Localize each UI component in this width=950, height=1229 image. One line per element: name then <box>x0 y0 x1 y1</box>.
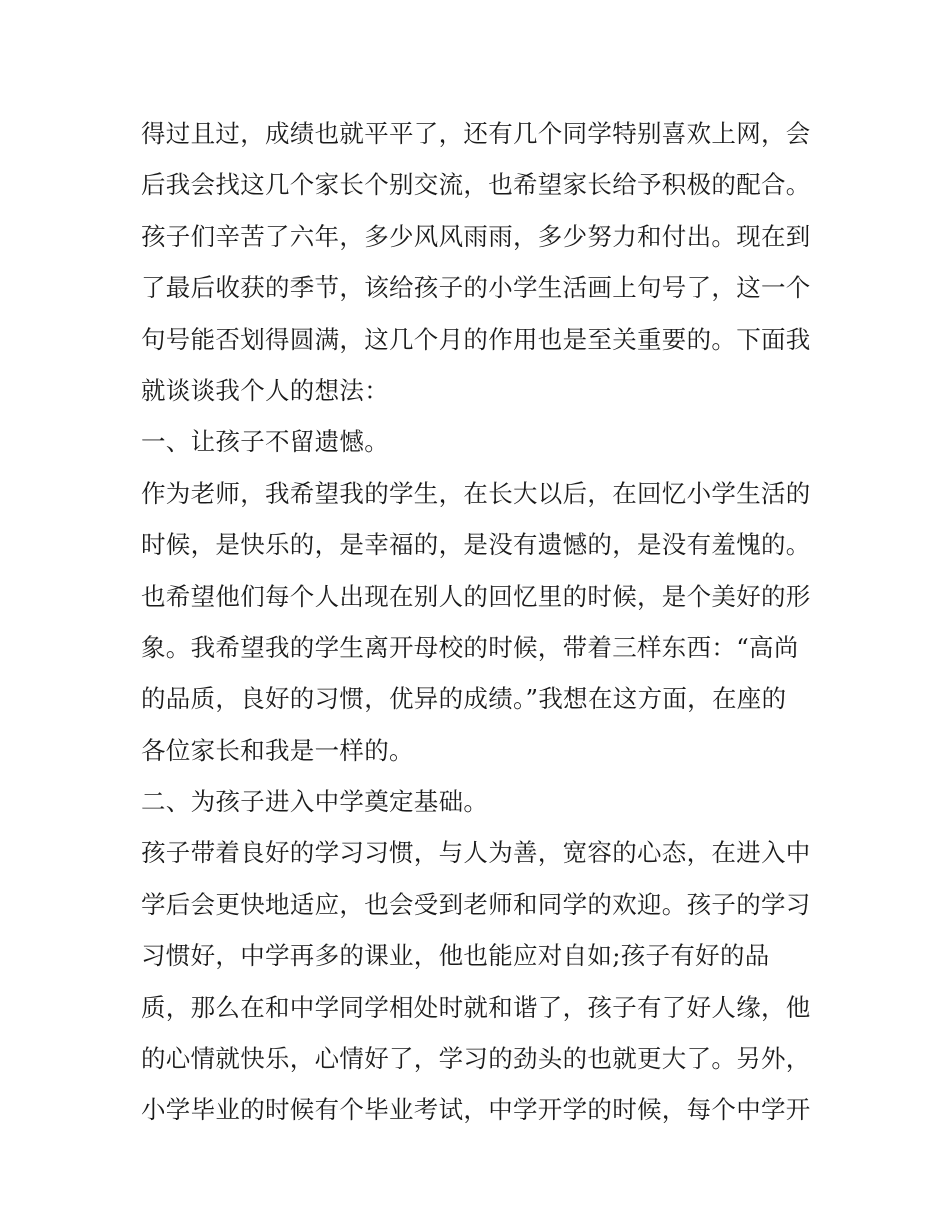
text-line: 也希望他们每个人出现在别人的回忆里的时候，是个美好的形 <box>141 581 811 611</box>
text-line: 句号能否划得圆满，这几个月的作用也是至关重要的。下面我 <box>141 324 811 354</box>
text-line: 习惯好，中学再多的课业，他也能应对自如;孩子有好的品 <box>141 941 770 971</box>
text-line: 象。我希望我的学生离开母校的时候，带着三样东西：“高尚 <box>141 632 799 662</box>
section-heading: 一、让孩子不留遗憾。 <box>141 427 389 457</box>
text-line: 时候，是快乐的，是幸福的，是没有遗憾的，是没有羞愧的。 <box>141 530 811 560</box>
section-heading: 二、为孩子进入中学奠定基础。 <box>141 787 489 817</box>
text-line: 各位家长和我是一样的。 <box>141 735 414 765</box>
text-line: 就谈谈我个人的想法： <box>141 375 389 405</box>
text-line: 了最后收获的季节，该给孩子的小学生活画上句号了，这一个 <box>141 273 811 303</box>
body-text <box>141 108 821 1136</box>
text-line: 后我会找这几个家长个别交流，也希望家长给予积极的配合。 <box>141 170 811 200</box>
text-line: 得过且过，成绩也就平平了，还有几个同学特别喜欢上网，会 <box>141 119 811 148</box>
text-line: 学后会更快地适应，也会受到老师和同学的欢迎。孩子的学习 <box>141 889 811 919</box>
text-line: 的品质，良好的习惯，优异的成绩。”我想在这方面，在座的 <box>141 684 787 714</box>
text-line: 质，那么在和中学同学相处时就和谐了，孩子有了好人缘，他 <box>141 992 811 1022</box>
text-line: 的心情就快乐，心情好了，学习的劲头的也就更大了。另外， <box>141 1044 811 1074</box>
text-line: 孩子们辛苦了六年，多少风风雨雨，多少努力和付出。现在到 <box>141 221 811 251</box>
text-line: 作为老师，我希望我的学生，在长大以后，在回忆小学生活的 <box>141 478 811 508</box>
text-line: 小学毕业的时候有个毕业考试，中学开学的时候，每个中学开 <box>141 1095 811 1125</box>
text-line: 孩子带着良好的学习习惯，与人为善，宽容的心态，在进入中 <box>141 838 811 868</box>
